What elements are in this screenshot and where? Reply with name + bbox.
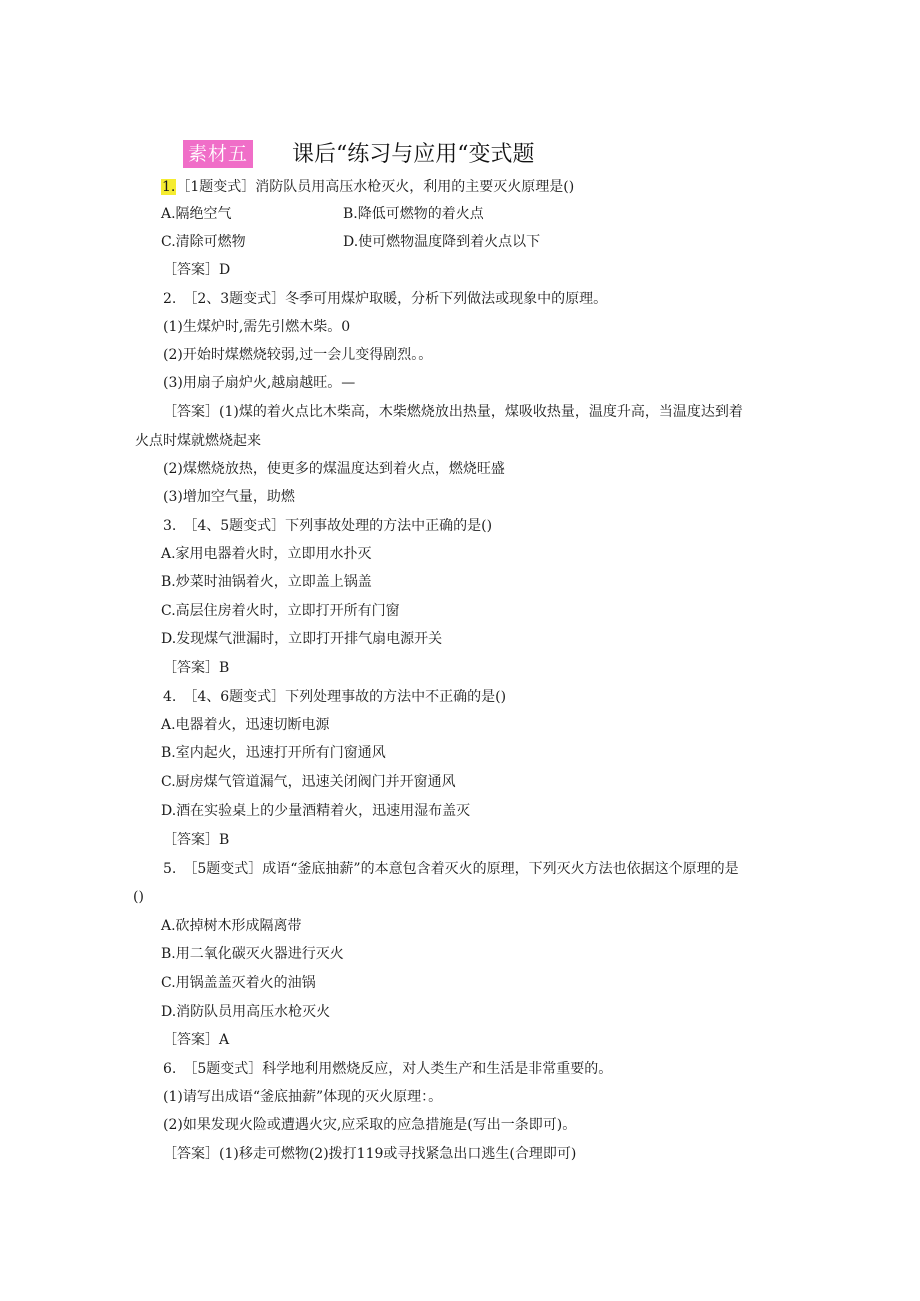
question-4-option-d: D.酒在实验桌上的少量酒精着火，迅速用湿布盖灭 bbox=[161, 803, 471, 819]
question-2-answer-2: (2)煤燃烧放热，使更多的煤温度达到着火点，燃烧旺盛 bbox=[163, 461, 505, 477]
question-3-option-a: A.家用电器着火时，立即用水扑灭 bbox=[161, 546, 372, 562]
question-5-option-a: A.砍掉树木形成隔离带 bbox=[161, 918, 302, 934]
question-5-option-c: C.用锅盖盖灭着火的油锅 bbox=[161, 975, 316, 991]
question-5-stem-cont: () bbox=[133, 889, 144, 905]
question-2-answer-3: (3)增加空气量，助燃 bbox=[163, 489, 295, 505]
question-1-stem bbox=[161, 177, 574, 197]
question-1-option-b: B.降低可燃物的着火点 bbox=[343, 206, 484, 222]
question-1-option-a: A.隔绝空气 bbox=[161, 206, 232, 222]
question-5-option-b: B.用二氧化碳灭火器进行灭火 bbox=[161, 946, 344, 962]
question-5-answer: ［答案］A bbox=[163, 1032, 230, 1048]
question-3-answer: ［答案］B bbox=[163, 660, 230, 676]
page-title: 课后“练习与应用“变式题 bbox=[292, 142, 535, 167]
question-2-part-1: (1)生煤炉时,需先引燃木柴。0 bbox=[163, 319, 351, 335]
question-1-number: 1. bbox=[162, 179, 176, 195]
question-6-part-1: (1)请写出成语“釜底抽薪”体现的灭火原理：。 bbox=[163, 1089, 443, 1105]
question-6-stem: 6. ［5题变式］科学地利用燃烧反应，对人类生产和生活是非常重要的。 bbox=[163, 1061, 613, 1077]
question-2-part-3: (3)用扇子扇炉火,越扇越旺。— bbox=[163, 375, 356, 391]
question-4-option-c: C.厨房煤气管道漏气，迅速关闭阀门并开窗通风 bbox=[161, 774, 456, 790]
question-3-stem: 3. ［4、5题变式］下列事故处理的方法中正确的是() bbox=[163, 518, 493, 534]
question-2-stem: 2. ［2、3题变式］冬季可用煤炉取暖，分析下列做法或现象中的原理。 bbox=[163, 291, 608, 307]
question-3-option-d: D.发现煤气泄漏时，立即打开排气扇电源开关 bbox=[161, 631, 443, 647]
question-1-option-d: D.使可燃物温度降到着火点以下 bbox=[343, 234, 541, 250]
question-4-option-a: A.电器着火，迅速切断电源 bbox=[161, 717, 330, 733]
question-1-answer: ［答案］D bbox=[163, 262, 231, 278]
question-5-stem: 5. ［5题变式］成语“釜底抽薪”的本意包含着灭火的原理，下列灭火方法也依据这个原理的是 bbox=[163, 861, 739, 877]
question-1-option-c: C.清除可燃物 bbox=[161, 234, 246, 250]
question-5-option-d: D.消防队员用高压水枪灭火 bbox=[161, 1004, 331, 1020]
question-4-stem: 4. ［4、6题变式］下列处理事故的方法中不正确的是() bbox=[163, 689, 507, 705]
question-2-answer-1: ［答案］(1)煤的着火点比木柴高，木柴燃烧放出热量，煤吸收热量，温度升高，当温度达到着 bbox=[163, 404, 743, 420]
question-4-answer: ［答案］B bbox=[163, 832, 230, 848]
question-2-answer-1-cont: 火点时煤就燃烧起来 bbox=[135, 433, 261, 449]
question-3-option-b: B.炒菜时油锅着火，立即盖上锅盖 bbox=[161, 574, 372, 590]
question-6-answer: ［答案］(1)移走可燃物(2)拨打119或寻找紧急出口逃生(合理即可) bbox=[163, 1146, 577, 1162]
question-4-option-b: B.室内起火，迅速打开所有门窗通风 bbox=[161, 745, 386, 761]
question-1-text: ［1题变式］消防队员用高压水枪灭火，利用的主要灭火原理是() bbox=[176, 179, 575, 195]
question-2-part-2: (2)开始时煤燃烧较弱,过一会儿变得剧烈。。 bbox=[163, 347, 433, 363]
question-6-part-2: (2)如果发现火险或遭遇火灾,应采取的应急措施是(写出一条即可)。 bbox=[163, 1117, 577, 1133]
material-badge: 素材五 bbox=[183, 140, 253, 168]
question-3-option-c: C.高层住房着火时，立即打开所有门窗 bbox=[161, 603, 400, 619]
